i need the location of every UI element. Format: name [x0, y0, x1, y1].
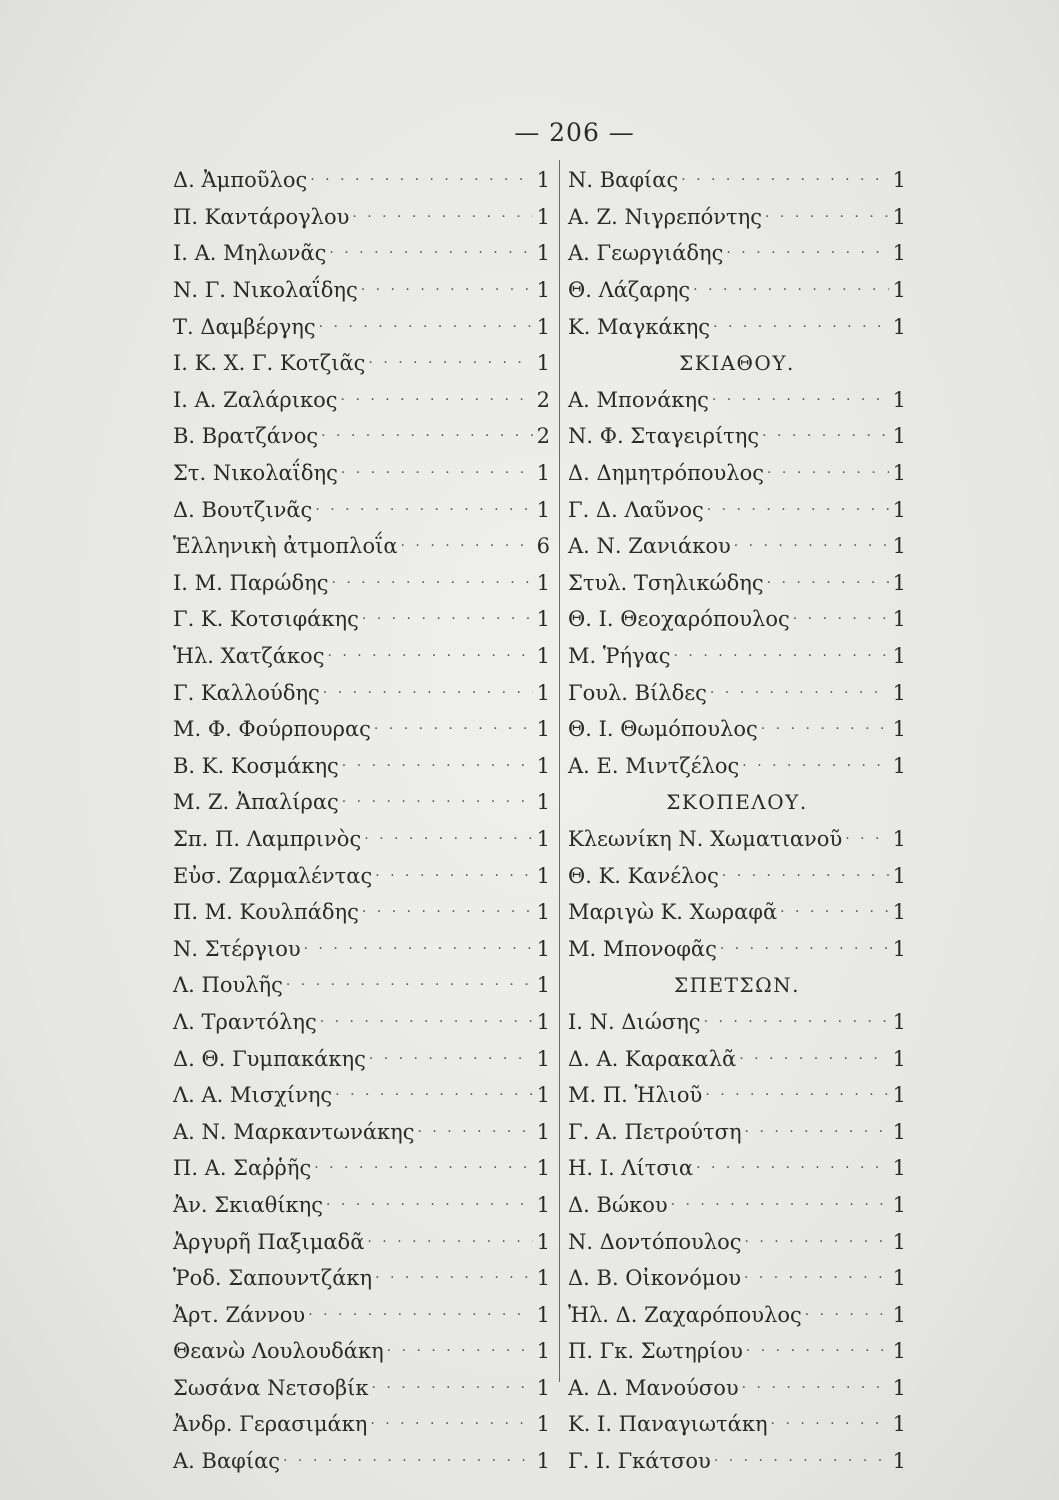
entry-name: Μ. Μπονοφᾶς: [568, 936, 717, 961]
entry-count: 1: [536, 680, 550, 705]
entry-count: 1: [536, 1229, 550, 1254]
leader-dots: [681, 172, 889, 188]
leader-dots: [707, 502, 889, 518]
entry-name: Δ. Βώκου: [568, 1192, 668, 1217]
entry-name: Ι. Κ. Χ. Γ. Κοτζιᾶς: [173, 351, 366, 376]
leader-dots: [342, 758, 533, 774]
entry-count: 1: [536, 1266, 550, 1291]
list-entry: [568, 162, 906, 199]
leader-dots: [329, 245, 533, 261]
entry-count: 1: [536, 973, 550, 998]
list-entry: [173, 272, 550, 309]
entry-count: 1: [536, 1339, 550, 1364]
list-entry: [173, 1187, 550, 1224]
leader-dots: [283, 1453, 533, 1469]
entry-name: Α. Δ. Μανούσου: [568, 1375, 739, 1400]
section-heading: ΣΚΙΑΘΟΥ.: [679, 351, 795, 376]
entry-name: Μαριγὼ Κ. Χωραφᾶ: [568, 900, 778, 925]
leader-dots: [369, 1051, 533, 1067]
entry-count: 1: [892, 717, 906, 742]
list-entry: [173, 1113, 550, 1150]
leader-dots: [362, 611, 533, 627]
entry-name: Π. Μ. Κουλπάδης: [173, 900, 359, 925]
entry-name: Θεανὼ Λουλουδάκη: [173, 1339, 384, 1364]
leader-dots: [713, 319, 889, 335]
entry-name: Ἀργυρῆ Παξιμαδᾶ: [173, 1229, 365, 1254]
list-entry: [173, 455, 550, 492]
leader-dots: [319, 319, 533, 335]
leader-dots: [375, 1270, 533, 1286]
list-entry: [173, 1260, 550, 1297]
leader-dots: [370, 1416, 533, 1432]
leader-dots: [304, 941, 533, 957]
leader-dots: [308, 1307, 533, 1323]
list-entry: [568, 565, 906, 602]
leader-dots: [418, 1124, 534, 1140]
section-heading: ΣΠΕΤΣΩΝ.: [673, 973, 801, 998]
left-column: [173, 162, 550, 1479]
list-entry: [173, 1223, 550, 1260]
entry-name: Ἑλληνικὴ ἀτμοπλοΐα: [173, 534, 398, 559]
entry-name: Δ. Β. Οἰκονόμου: [568, 1266, 741, 1291]
leader-dots: [375, 868, 533, 884]
leader-dots: [767, 465, 889, 481]
leader-dots: [793, 611, 889, 627]
list-entry: [173, 784, 550, 821]
leader-dots: [710, 685, 889, 701]
entry-name: Ν. Φ. Σταγειρίτης: [568, 424, 760, 449]
list-entry: [568, 711, 906, 748]
leader-dots: [341, 465, 533, 481]
entry-name: Δ. Α. Καρακαλᾶ: [568, 1046, 737, 1071]
entry-count: 1: [536, 900, 550, 925]
entry-count: 6: [536, 534, 550, 559]
leader-dots: [745, 1234, 890, 1250]
list-entry: [568, 1223, 906, 1260]
entry-count: 1: [536, 204, 550, 229]
list-entry: [173, 565, 550, 602]
leader-dots: [367, 1234, 533, 1250]
entry-count: 1: [892, 900, 906, 925]
entry-count: 1: [536, 1119, 550, 1144]
entry-count: 1: [536, 717, 550, 742]
leader-dots: [374, 721, 533, 737]
entry-count: 1: [892, 1266, 906, 1291]
leader-dots: [714, 1453, 889, 1469]
entry-name: Θ. Λάζαρης: [568, 278, 691, 303]
leader-dots: [286, 977, 533, 993]
entry-name: Ι. Α. Μηλωνᾶς: [173, 241, 327, 266]
list-entry: [173, 235, 550, 272]
leader-dots: [746, 1343, 889, 1359]
list-entry: [173, 711, 550, 748]
list-entry: [568, 748, 906, 785]
entry-count: 1: [892, 1119, 906, 1144]
list-entry: [568, 601, 906, 638]
entry-count: 1: [536, 570, 550, 595]
list-entry: [173, 748, 550, 785]
entry-count: 1: [892, 607, 906, 632]
entry-name: Μ. Ζ. Ἀπαλίρας: [173, 790, 339, 815]
entry-name: Δ. Θ. Γυμπακάκης: [173, 1046, 366, 1071]
entry-count: 1: [536, 644, 550, 669]
entry-name: Α. Βαφίας: [173, 1449, 281, 1474]
entry-count: 1: [892, 278, 906, 303]
list-entry: [173, 345, 550, 382]
list-entry: [173, 382, 550, 419]
leader-dots: [361, 282, 533, 298]
list-entry: [173, 1296, 550, 1333]
right-column: [568, 162, 906, 1479]
entry-count: 1: [892, 1192, 906, 1217]
entry-count: 2: [536, 424, 550, 449]
entry-count: 1: [892, 461, 906, 486]
list-entry: [173, 930, 550, 967]
leader-dots: [734, 538, 889, 554]
entry-name: Γουλ. Βίλδες: [568, 680, 707, 705]
list-entry: [173, 894, 550, 931]
list-entry: [568, 1040, 906, 1077]
entry-name: Ι. Α. Ζαλάρικος: [173, 387, 338, 412]
entry-count: 1: [892, 1449, 906, 1474]
entry-name: Β. Βρατζάνος: [173, 424, 319, 449]
entry-name: Ἀρτ. Ζάννου: [173, 1302, 306, 1327]
entry-count: 1: [892, 1156, 906, 1181]
leader-dots: [771, 1416, 889, 1432]
list-entry: [568, 821, 906, 858]
list-entry: [173, 528, 550, 565]
leader-dots: [712, 392, 889, 408]
entry-name: Σωσάνα Νετσοβίκ: [173, 1375, 369, 1400]
entry-count: 1: [892, 644, 906, 669]
leader-dots: [342, 794, 533, 810]
entry-name: Α. Ζ. Νιγρεπόντης: [568, 204, 763, 229]
section-heading: ΣΚΟΠΕΛΟΥ.: [666, 790, 808, 815]
list-entry: [568, 418, 906, 455]
entry-count: 1: [892, 1083, 906, 1108]
list-entry: [568, 1333, 906, 1370]
entry-name: Κ. Ι. Παναγιωτάκη: [568, 1412, 768, 1437]
leader-dots: [310, 172, 533, 188]
entry-count: 1: [892, 753, 906, 778]
entry-name: Μ. Φ. Φούρπουρας: [173, 717, 371, 742]
entry-count: 1: [892, 1375, 906, 1400]
entry-count: 1: [892, 241, 906, 266]
list-entry: [173, 821, 550, 858]
entry-name: Μ. Ῥήγας: [568, 644, 671, 669]
entry-count: 1: [892, 314, 906, 339]
entry-count: 1: [536, 1192, 550, 1217]
list-entry: [173, 1443, 550, 1480]
entry-count: 1: [536, 1449, 550, 1474]
leader-dots: [761, 721, 889, 737]
entry-count: 1: [536, 1375, 550, 1400]
entry-count: 1: [536, 753, 550, 778]
entry-name: Εὐσ. Ζαρμαλέντας: [173, 863, 373, 888]
entry-name: Μ. Π. Ἡλιοῦ: [568, 1083, 703, 1108]
entry-count: 1: [892, 497, 906, 522]
entry-name: Ν. Βαφίας: [568, 168, 679, 193]
list-entry: [568, 857, 906, 894]
list-entry: [568, 1077, 906, 1114]
list-entry: [173, 674, 550, 711]
entry-name: Λ. Τραντόλης: [173, 1009, 317, 1034]
entry-count: 1: [892, 387, 906, 412]
list-entry: [568, 235, 906, 272]
leader-dots: [371, 1380, 533, 1396]
list-entry: [568, 1406, 906, 1443]
entry-name: Ἀν. Σκιαθίκης: [173, 1192, 324, 1217]
list-entry: [173, 1406, 550, 1443]
entry-name: Λ. Πουλῆς: [173, 973, 283, 998]
entry-name: Β. Κ. Κοσμάκης: [173, 753, 339, 778]
leader-dots: [671, 1197, 889, 1213]
list-entry: [173, 601, 550, 638]
leader-dots: [341, 392, 533, 408]
entry-count: 1: [536, 278, 550, 303]
list-entry: [568, 638, 906, 675]
list-entry: [568, 674, 906, 711]
entry-count: 1: [536, 826, 550, 851]
entry-count: 1: [892, 863, 906, 888]
leader-dots: [722, 868, 889, 884]
list-entry: [173, 418, 550, 455]
list-entry: [568, 1150, 906, 1187]
leader-dots: [352, 209, 533, 225]
entry-name: Γ. Α. Πετρούτση: [568, 1119, 742, 1144]
entry-name: Σπ. Π. Λαμπρινὸς: [173, 826, 362, 851]
list-entry: [568, 1370, 906, 1407]
entry-name: Α. Ε. Μιντζέλος: [568, 753, 740, 778]
leader-dots: [315, 502, 533, 518]
entry-count: 1: [536, 461, 550, 486]
list-entry: [568, 199, 906, 236]
list-entry: [173, 857, 550, 894]
list-entry: [173, 1077, 550, 1114]
leader-dots: [744, 1270, 889, 1286]
entry-count: 1: [536, 1083, 550, 1108]
entry-count: 1: [892, 204, 906, 229]
entry-name: Η. Ι. Λίτσια: [568, 1156, 694, 1181]
entry-name: Ῥοδ. Σαπουντζάκη: [173, 1266, 373, 1291]
entry-count: 1: [536, 607, 550, 632]
entry-count: 1: [892, 826, 906, 851]
entry-count: 1: [892, 1339, 906, 1364]
entry-name: Θ. Ι. Θεοχαρόπουλος: [568, 607, 790, 632]
list-entry: [173, 162, 550, 199]
entry-count: 1: [536, 1412, 550, 1437]
list-entry: [568, 1113, 906, 1150]
list-entry: [173, 1333, 550, 1370]
entry-name: Π. Α. Σαῤῥῆς: [173, 1156, 312, 1181]
entry-count: 1: [892, 1046, 906, 1071]
leader-dots: [693, 282, 889, 298]
entry-name: Π. Γκ. Σωτηρίου: [568, 1339, 743, 1364]
leader-dots: [674, 648, 889, 664]
entry-name: Δ. Βουτζινᾶς: [173, 497, 313, 522]
list-entry: [173, 967, 550, 1004]
leader-dots: [742, 758, 889, 774]
entry-name: Δ. Δημητρόπουλος: [568, 461, 765, 486]
entry-name: Κλεωνίκη Ν. Χωματιανοῦ: [568, 826, 843, 851]
entry-name: Ἠλ. Δ. Ζαχαρόπουλος: [568, 1302, 802, 1327]
list-entry: [173, 1004, 550, 1041]
entry-name: Α. Γεωργιάδης: [568, 241, 724, 266]
list-entry: [568, 308, 906, 345]
list-entry: [568, 1260, 906, 1297]
list-entry: [173, 638, 550, 675]
leader-dots: [320, 1014, 533, 1030]
entry-name: Θ. Ι. Θωμόπουλος: [568, 717, 758, 742]
leader-dots: [845, 831, 889, 847]
entry-count: 1: [536, 1302, 550, 1327]
entry-count: 1: [892, 936, 906, 961]
entry-count: 1: [892, 534, 906, 559]
list-entry: [568, 1004, 906, 1041]
entry-count: 2: [536, 387, 550, 412]
leader-dots: [704, 1014, 889, 1030]
leader-dots: [765, 209, 889, 225]
entry-name: Κ. Μαγκάκης: [568, 314, 711, 339]
entry-name: Γ. Καλλούδης: [173, 680, 320, 705]
entry-name: Ν. Γ. Νικολαΐδης: [173, 278, 358, 303]
entry-count: 1: [536, 351, 550, 376]
entry-name: Ἀνδρ. Γερασιμάκη: [173, 1412, 368, 1437]
entry-count: 1: [536, 1009, 550, 1034]
entry-name: Α. Ν. Μαρκαντωνάκης: [173, 1119, 415, 1144]
entry-count: 1: [536, 241, 550, 266]
leader-dots: [745, 1124, 889, 1140]
leader-dots: [327, 648, 533, 664]
list-entry: [173, 308, 550, 345]
leader-dots: [805, 1307, 889, 1323]
entry-count: 1: [892, 570, 906, 595]
leader-dots: [739, 1051, 889, 1067]
entry-count: 1: [892, 1229, 906, 1254]
entry-name: Ν. Στέργιου: [173, 936, 301, 961]
leader-dots: [387, 1343, 533, 1359]
list-entry: [568, 455, 906, 492]
entry-name: Π. Καντάρογλου: [173, 204, 350, 229]
leader-dots: [331, 575, 533, 591]
leader-dots: [335, 1087, 533, 1103]
list-entry: [568, 1296, 906, 1333]
entry-count: 1: [536, 497, 550, 522]
list-entry: [568, 1443, 906, 1480]
leader-dots: [321, 428, 533, 444]
entry-count: 1: [892, 424, 906, 449]
column-divider: [559, 160, 560, 1382]
entry-count: 1: [892, 680, 906, 705]
entry-count: 1: [892, 1302, 906, 1327]
leader-dots: [696, 1160, 889, 1176]
leader-dots: [362, 904, 533, 920]
list-entry: [173, 1370, 550, 1407]
entry-name: Ν. Δοντόπουλος: [568, 1229, 742, 1254]
leader-dots: [323, 685, 533, 701]
leader-dots: [314, 1160, 533, 1176]
entry-name: Δ. Ἀμποῦλος: [173, 168, 308, 193]
list-entry: [173, 199, 550, 236]
list-entry: [173, 1040, 550, 1077]
list-entry: [568, 930, 906, 967]
entry-name: Ι. Ν. Διώσης: [568, 1009, 701, 1034]
entry-count: 1: [536, 314, 550, 339]
leader-dots: [726, 245, 889, 261]
list-entry: [568, 491, 906, 528]
leader-dots: [720, 941, 889, 957]
list-entry: [173, 491, 550, 528]
entry-name: Γ. Δ. Λαῦνος: [568, 497, 704, 522]
leader-dots: [326, 1197, 533, 1213]
entry-name: Ι. Μ. Παρώδης: [173, 570, 329, 595]
entry-count: 1: [892, 1009, 906, 1034]
entry-count: 1: [536, 1156, 550, 1181]
entry-name: Λ. Α. Μισχίνης: [173, 1083, 333, 1108]
leader-dots: [368, 355, 533, 371]
list-entry: [568, 272, 906, 309]
leader-dots: [780, 904, 889, 920]
entry-name: Τ. Δαμβέργης: [173, 314, 316, 339]
list-entry: [568, 1187, 906, 1224]
leader-dots: [401, 538, 533, 554]
entry-name: Στυλ. Τσηλικώδης: [568, 570, 764, 595]
entry-count: 1: [536, 790, 550, 815]
leader-dots: [767, 575, 889, 591]
leader-dots: [762, 428, 889, 444]
entry-name: Γ. Ι. Γκάτσου: [568, 1449, 711, 1474]
entry-count: 1: [536, 1046, 550, 1071]
entry-count: 1: [536, 168, 550, 193]
entry-name: Ἠλ. Χατζάκος: [173, 644, 325, 669]
entry-name: Στ. Νικολαΐδης: [173, 461, 338, 486]
page-number: — 206 —: [514, 118, 635, 147]
leader-dots: [742, 1380, 889, 1396]
list-entry: [568, 894, 906, 931]
entry-count: 1: [536, 863, 550, 888]
list-entry: [568, 382, 906, 419]
entry-name: Γ. Κ. Κοτσιφάκης: [173, 607, 359, 632]
entry-name: Α. Ν. Ζανιάκου: [568, 534, 731, 559]
entry-count: 1: [536, 936, 550, 961]
entry-name: Α. Μπονάκης: [568, 387, 709, 412]
list-entry: [568, 528, 906, 565]
leader-dots: [705, 1087, 889, 1103]
entry-count: 1: [892, 168, 906, 193]
leader-dots: [364, 831, 533, 847]
entry-count: 1: [892, 1412, 906, 1437]
list-entry: [173, 1150, 550, 1187]
entry-name: Θ. Κ. Κανέλος: [568, 863, 719, 888]
